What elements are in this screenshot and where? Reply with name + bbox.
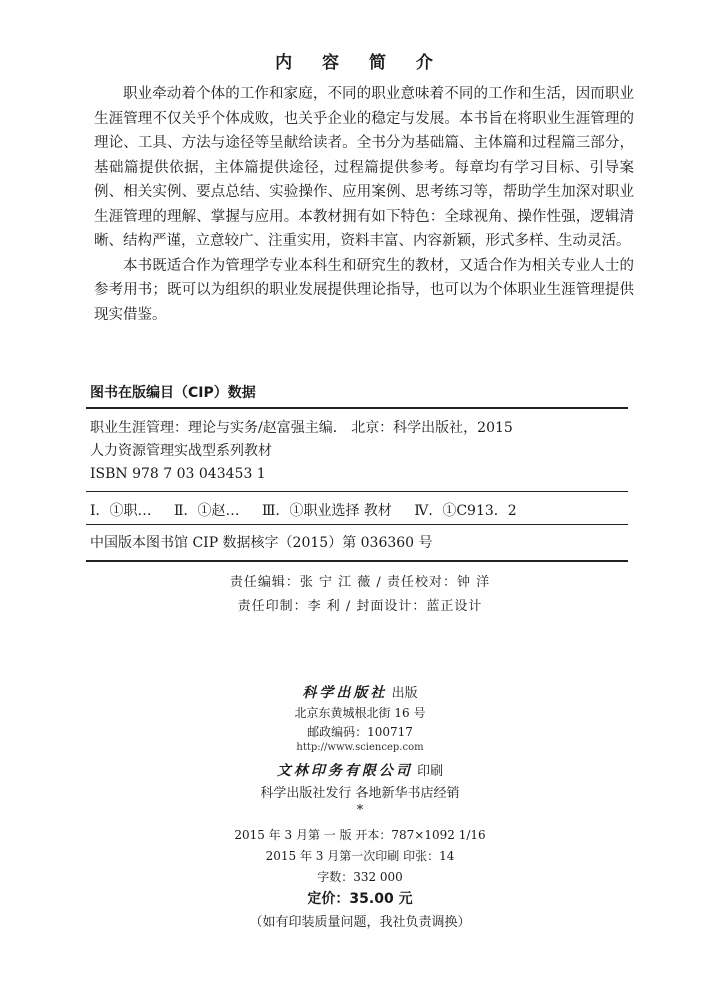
cip-mid-rule	[86, 491, 628, 492]
edition-line: 2015 年 3 月第 一 版 开本：787×1092 1/16	[234, 828, 486, 842]
cip-isbn: ISBN 978 7 03 043453 1	[90, 466, 266, 482]
word-count: 字数：332 000	[317, 870, 403, 884]
publisher-postcode: 邮政编码：100717	[307, 725, 413, 739]
cip-bottom-rule	[86, 560, 628, 562]
cip-lower-rule	[86, 524, 628, 525]
publisher-address: 北京东黄城根北街 16 号	[294, 706, 426, 720]
page-title: 内 容 简 介	[275, 53, 445, 73]
printer-name: 文林印务有限公司	[276, 763, 413, 779]
cip-classification	[90, 500, 535, 520]
publisher-website: http://www.sciencep.com	[296, 742, 424, 753]
publisher-suffix: 出版	[391, 686, 418, 701]
credits-editors: 责任编辑：张 宁 江 薇 / 责任校对：钟 洋	[229, 575, 491, 590]
cip-header: 图书在版编目（CIP）数据	[90, 385, 256, 401]
classification-item: Ⅲ．①职业选择 教材	[261, 503, 392, 519]
separator-asterisk: *	[356, 803, 364, 818]
classification-item: Ⅰ．①职…	[90, 503, 152, 519]
quality-notice: （如有印装质量问题，我社负责调换）	[249, 915, 471, 930]
book-introduction	[94, 82, 634, 327]
publisher-line	[0, 682, 720, 702]
classification-item: Ⅱ．①赵…	[173, 503, 240, 519]
classification-item: Ⅳ．①C913．2	[414, 503, 517, 519]
cip-catalog-entry	[90, 417, 630, 486]
cip-series-line: 人力资源管理实战型系列教材	[90, 443, 272, 459]
printer-line	[0, 760, 720, 780]
printer-suffix: 印刷	[417, 764, 444, 779]
credits-production: 责任印制：李 利 / 封面设计：蓝正设计	[237, 599, 483, 614]
cip-top-rule	[86, 407, 628, 409]
publisher-name: 科学出版社	[302, 685, 388, 701]
distribution-line: 科学出版社发行 各地新华书店经销	[260, 786, 460, 801]
cip-title-line: 职业生涯管理：理论与实务/赵富强主编． 北京：科学出版社，2015	[90, 420, 513, 436]
intro-paragraph-2: 本书既适合作为管理学专业本科生和研究生的教材，又适合作为相关专业人士的参考用书；既可以为组织的职业发展提供理论指导，也可以为个体职业生涯管理提供现实借鉴。	[94, 257, 634, 323]
cip-check-number: 中国版本图书馆 CIP 数据核字（2015）第 036360 号	[90, 535, 433, 551]
price: 定价：35.00 元	[307, 891, 413, 907]
printing-line: 2015 年 3 月第一次印刷 印张：14	[265, 849, 455, 863]
intro-paragraph-1: 职业牵动着个体的工作和家庭，不同的职业意味着不同的工作和生活，因而职业生涯管理不仅关乎个体成败，也关乎企业的稳定与发展。本书旨在将职业生涯管理的理论、工具、方法与途径等呈献给读者。全书分为基础篇、主体篇和过程篇三部分，基础篇提供依据，主体篇提供途径，过程篇提供参考。每章均有学习目标、引导案例、相关实例、要点总结、实验操作、应用案例、思考练习等，帮助学生加深对职业生涯管理的理解、掌握与应用。本教材拥有如下特色：全球视角、操作性强，逻辑清晰、结构严谨，立意较广、注重实用，资料丰富、内容新颖，形式多样、生动灵活。	[94, 86, 634, 249]
